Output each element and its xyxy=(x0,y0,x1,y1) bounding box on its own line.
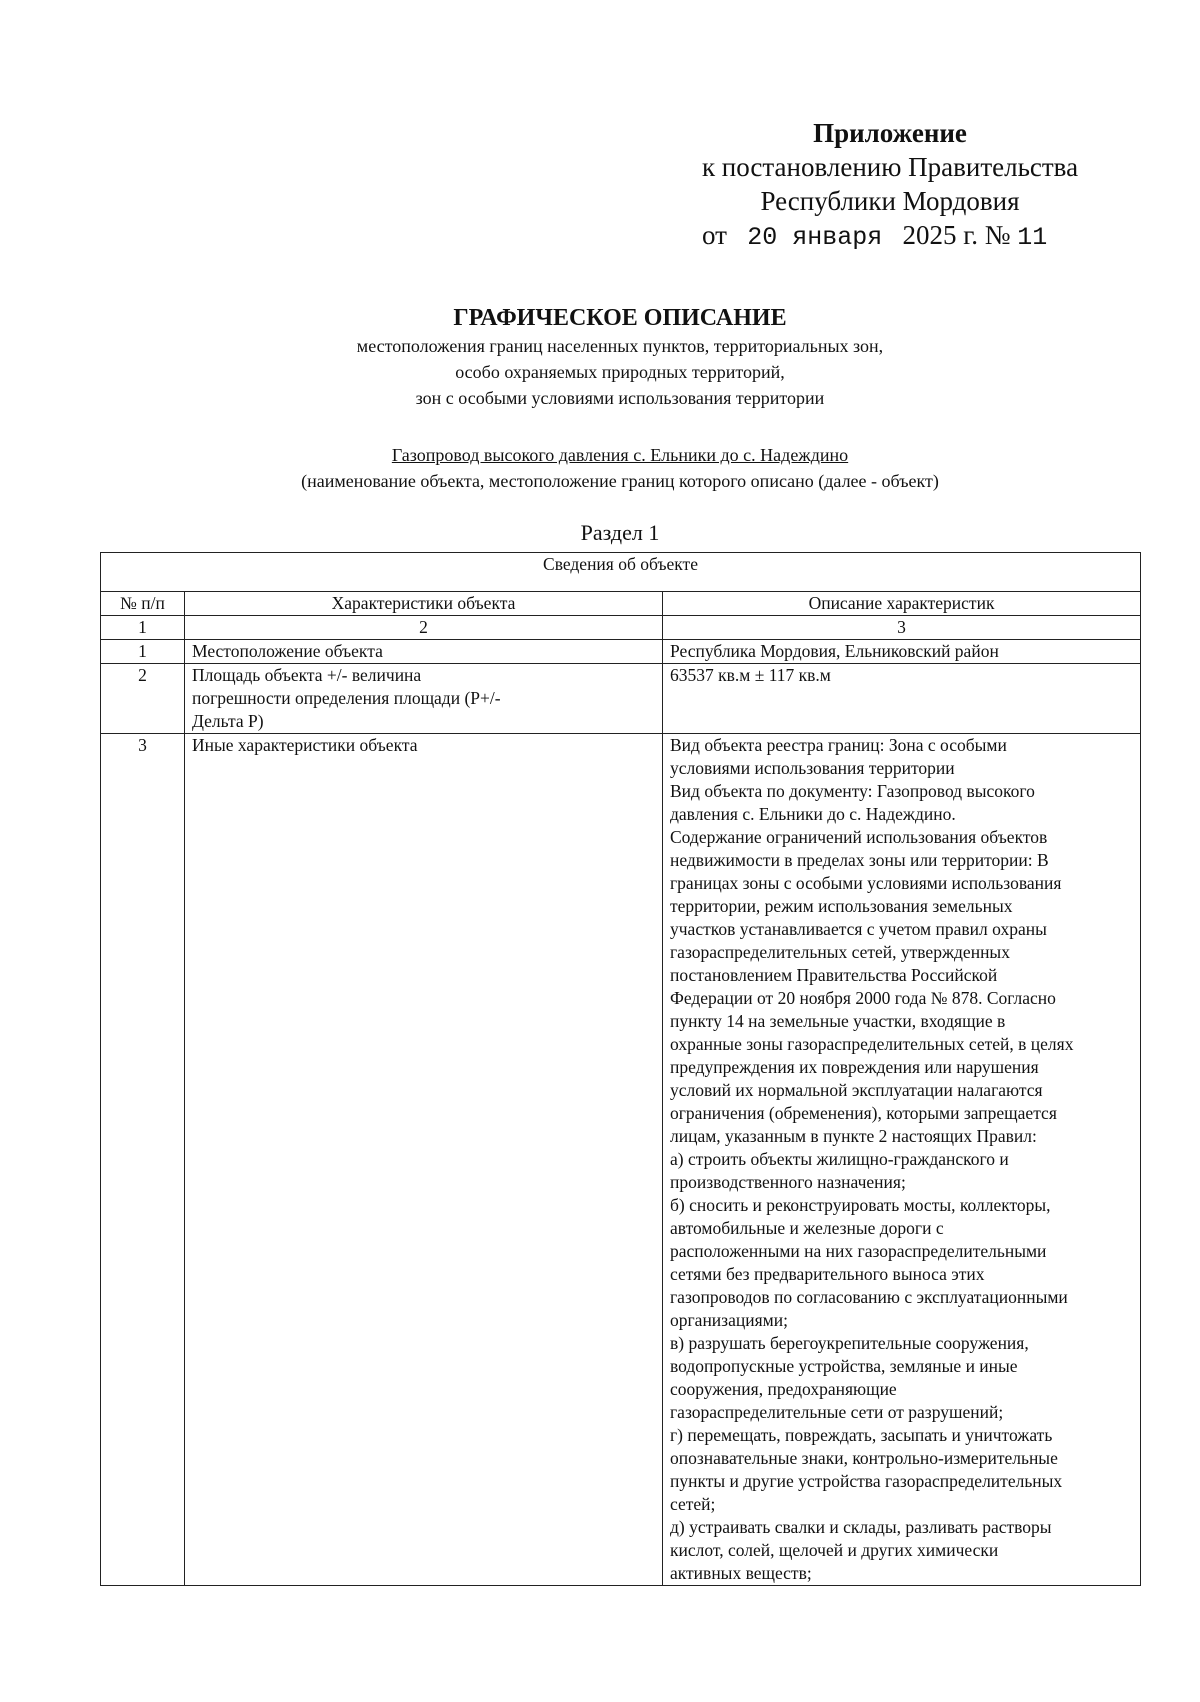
table-caption-row xyxy=(101,553,1141,592)
appendix-line-2: Республики Мордовия xyxy=(760,186,1020,216)
document-subtitle-line-1: местоположения границ населенных пунктов, территориальных зон, xyxy=(356,336,884,356)
text-line: газораспределительные сети от разрушений; xyxy=(670,1402,1004,1422)
row-description xyxy=(663,734,1141,1586)
text-line: территории, режим использования земельных xyxy=(670,896,1013,916)
text-line: Иные характеристики объекта xyxy=(192,735,418,755)
row-number: 1 xyxy=(101,640,185,664)
document-title-block xyxy=(100,303,1140,411)
appendix-title: Приложение xyxy=(813,118,967,148)
header-number: № п/п xyxy=(101,592,185,616)
index-cell-3: 3 xyxy=(663,616,1141,640)
text-line: давления с. Ельники до с. Надеждино. xyxy=(670,804,956,824)
appendix-date-line xyxy=(640,218,1140,255)
row-characteristic xyxy=(185,734,663,1586)
index-cell-1: 1 xyxy=(101,616,185,640)
text-line: недвижимости в пределах зоны или территории: В xyxy=(670,850,1049,870)
header-characteristic: Характеристики объекта xyxy=(185,592,663,616)
text-line: Дельта Р) xyxy=(192,711,264,731)
text-line: водопропускные устройства, земляные и иные xyxy=(670,1356,1018,1376)
text-line: д) устраивать свалки и склады, разливать растворы xyxy=(670,1517,1052,1537)
text-line: условиями использования территории xyxy=(670,758,955,778)
text-line: а) строить объекты жилищно-гражданского и xyxy=(670,1149,1009,1169)
table-caption: Сведения об объекте xyxy=(101,553,1141,592)
text-line: г) перемещать, повреждать, засыпать и уничтожать xyxy=(670,1425,1053,1445)
section-title: Раздел 1 xyxy=(580,520,660,545)
resolution-number: 11 xyxy=(1017,223,1048,252)
row-characteristic xyxy=(185,640,663,664)
text-line: участков устанавливается с учетом правил охраны xyxy=(670,919,1047,939)
text-line: организациями; xyxy=(670,1310,788,1330)
text-line: производственного назначения; xyxy=(670,1172,906,1192)
table-row xyxy=(101,640,1141,664)
index-cell-2: 2 xyxy=(185,616,663,640)
object-name-caption: (наименование объекта, местоположение границ которого описано (далее - объект) xyxy=(301,471,939,491)
table-header-row xyxy=(101,592,1141,616)
text-line: активных веществ; xyxy=(670,1563,812,1583)
text-line: Вид объекта по документу: Газопровод высокого xyxy=(670,781,1035,801)
text-line: границах зоны с особыми условиями использования xyxy=(670,873,1062,893)
text-line: в) разрушать берегоукрепительные сооружения, xyxy=(670,1333,1029,1353)
text-line: сооружения, предохраняющие xyxy=(670,1379,897,1399)
text-line: охранные зоны газораспределительных сетей, в целях xyxy=(670,1034,1074,1054)
table-index-row xyxy=(101,616,1141,640)
text-line: б) сносить и реконструировать мосты, коллекторы, xyxy=(670,1195,1051,1215)
object-info-table xyxy=(100,552,1141,1586)
text-line: погрешности определения площади (Р+/- xyxy=(192,688,501,708)
text-line: автомобильные и железные дороги с xyxy=(670,1218,944,1238)
row-number: 3 xyxy=(101,734,185,1586)
text-line: пункты и другие устройства газораспределительных xyxy=(670,1471,1063,1491)
text-line: сетями без предварительного выноса этих xyxy=(670,1264,985,1284)
row-description xyxy=(663,664,1141,734)
text-line: предупреждения их повреждения или нарушения xyxy=(670,1057,1039,1077)
row-number: 2 xyxy=(101,664,185,734)
text-line: Площадь объекта +/- величина xyxy=(192,665,422,685)
text-line: постановлением Правительства Российской xyxy=(670,965,998,985)
text-line: условий их нормальной эксплуатации налагаются xyxy=(670,1080,1043,1100)
text-line: 63537 кв.м ± 117 кв.м xyxy=(670,665,831,685)
text-line: лицам, указанным в пункте 2 настоящих Правил: xyxy=(670,1126,1037,1146)
document-subtitle-line-2: особо охраняемых природных территорий, xyxy=(455,362,785,382)
document-title: ГРАФИЧЕСКОЕ ОПИСАНИЕ xyxy=(453,305,787,331)
text-line: газораспределительных сетей, утвержденных xyxy=(670,942,1010,962)
table-row xyxy=(101,664,1141,734)
table-row xyxy=(101,734,1141,1586)
date-prefix: от xyxy=(702,220,727,250)
text-line: расположенными на них газораспределительными xyxy=(670,1241,1047,1261)
text-line: Вид объекта реестра границ: Зона с особыми xyxy=(670,735,1007,755)
text-line: Федерации от 20 ноября 2000 года № 878. Согласно xyxy=(670,988,1056,1008)
text-line: пункту 14 на земельные участки, входящие в xyxy=(670,1011,1006,1031)
text-line: опознавательные знаки, контрольно-измерительные xyxy=(670,1448,1058,1468)
appendix-line-1: к постановлению Правительства xyxy=(701,152,1079,182)
text-line: ограничения (обременения), которыми запрещается xyxy=(670,1103,1057,1123)
text-line: кислот, солей, щелочей и других химически xyxy=(670,1540,999,1560)
date-year: 2025 г. № xyxy=(902,220,1011,250)
date-value: 20 января xyxy=(747,223,883,252)
text-line: Содержание ограничений использования объектов xyxy=(670,827,1048,847)
row-characteristic xyxy=(185,664,663,734)
text-line: Республика Мордовия, Ельниковский район xyxy=(670,641,999,661)
text-line: Местоположение объекта xyxy=(192,641,383,661)
object-name-block xyxy=(100,442,1140,494)
appendix-header xyxy=(640,116,1140,255)
document-subtitle-line-3: зон с особыми условиями использования территории xyxy=(415,388,825,408)
object-name: Газопровод высокого давления с. Ельники до с. Надеждино xyxy=(391,445,849,465)
header-description: Описание характеристик xyxy=(663,592,1141,616)
text-line: газопроводов по согласованию с эксплуатационными xyxy=(670,1287,1068,1307)
row-description xyxy=(663,640,1141,664)
text-line: сетей; xyxy=(670,1494,716,1514)
